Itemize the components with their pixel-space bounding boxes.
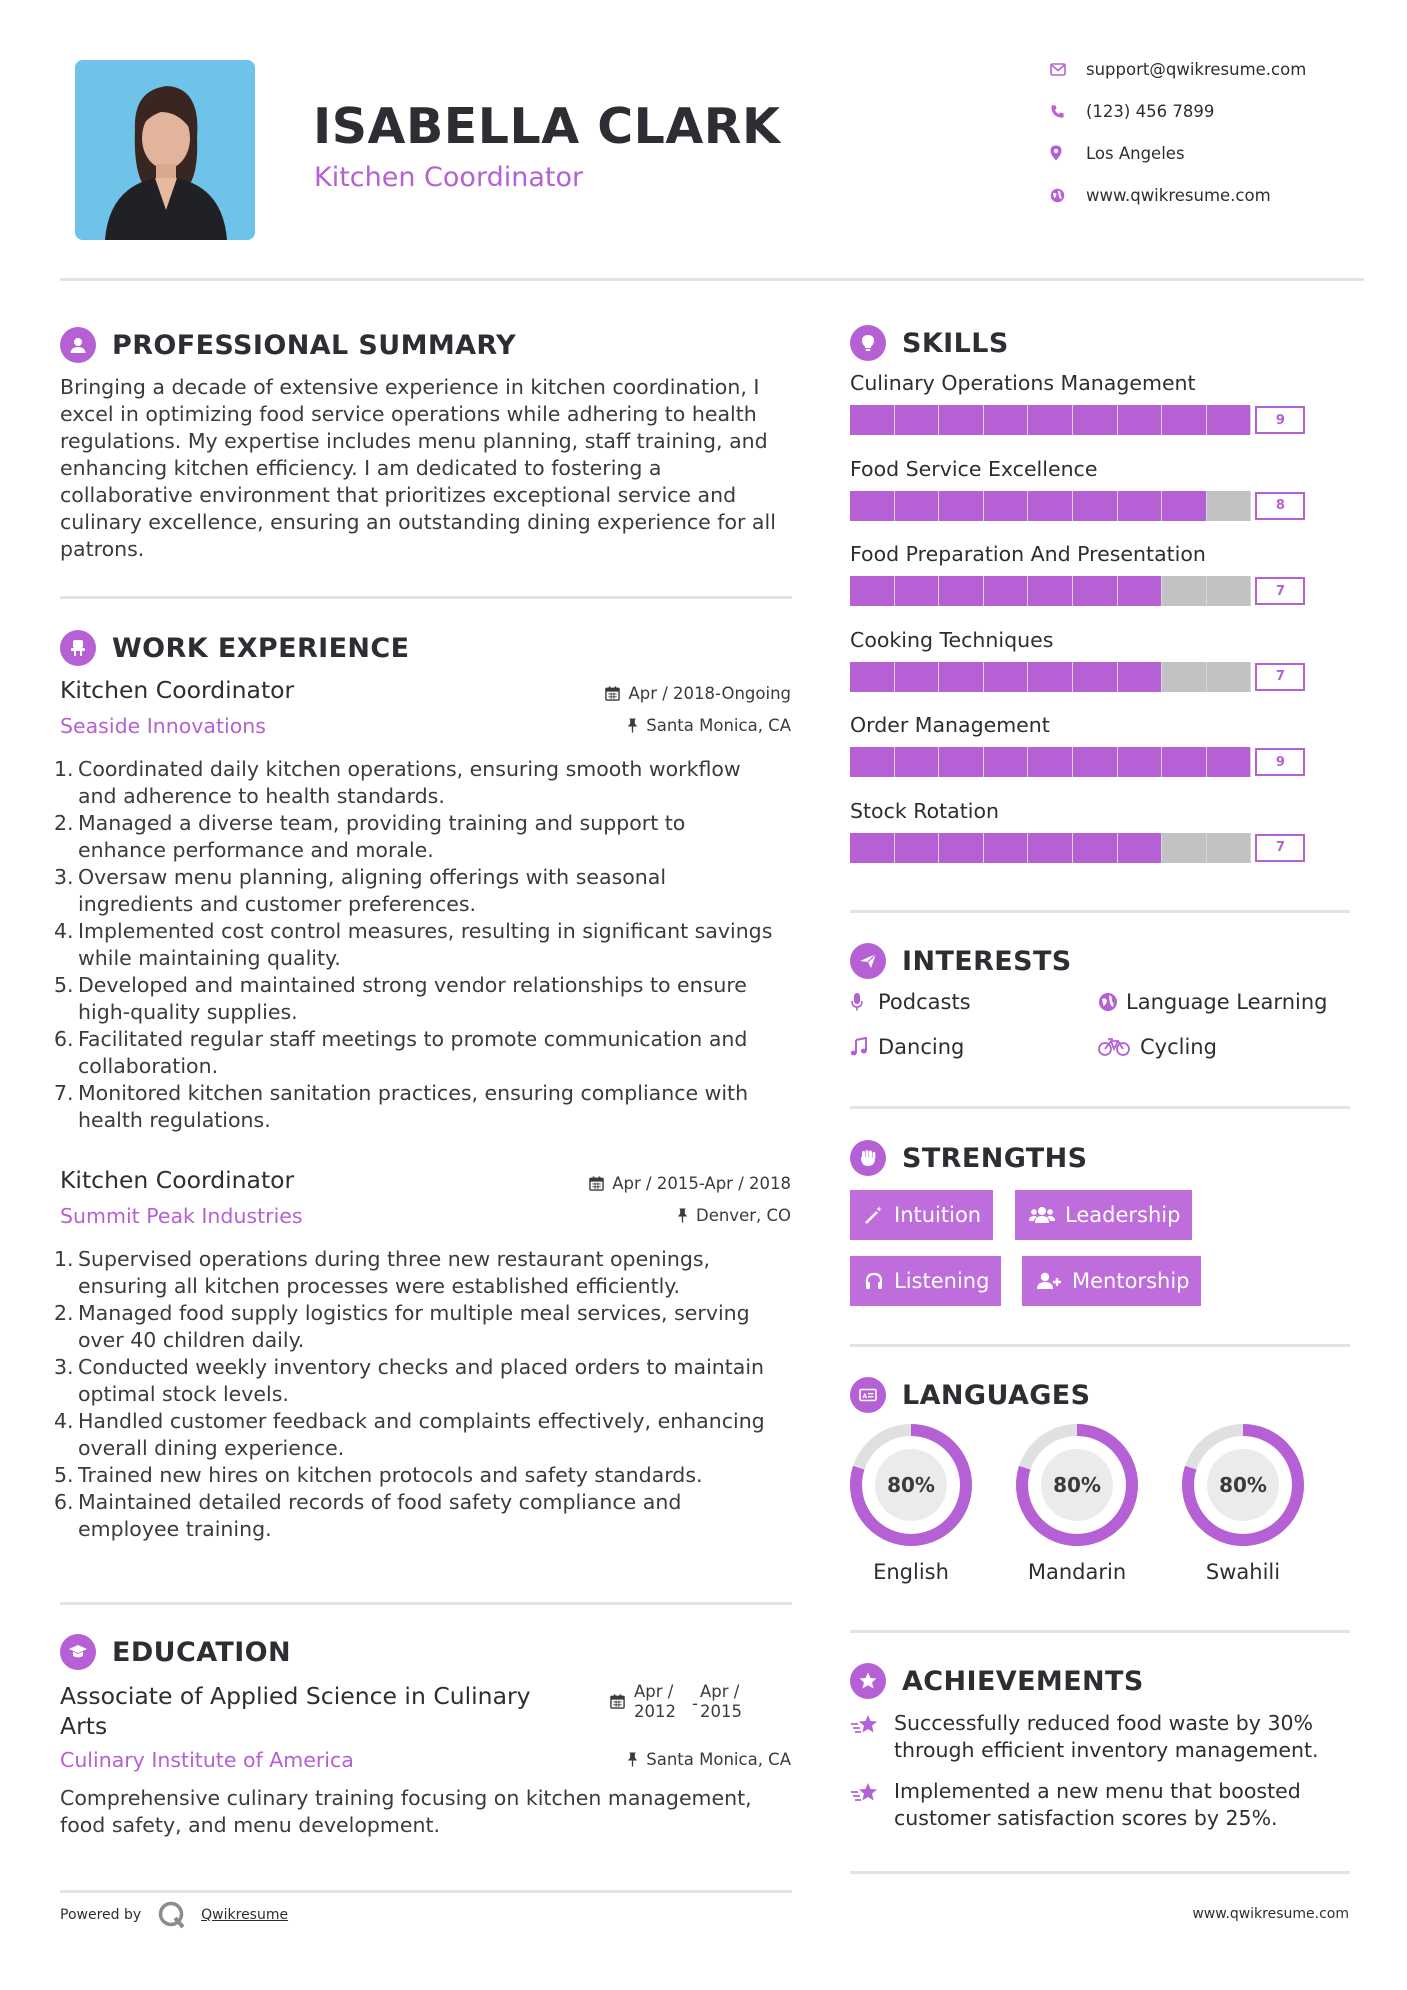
- skill-level-badge: 7: [1255, 663, 1305, 691]
- education-location-text: Santa Monica, CA: [646, 1750, 791, 1769]
- skill-segment: [984, 662, 1029, 692]
- footer-url[interactable]: www.qwikresume.com: [1192, 1906, 1349, 1922]
- skill-segment: [1118, 405, 1163, 435]
- skill-segment: [939, 833, 984, 863]
- skill-segment: [1162, 662, 1207, 692]
- headphones-icon: [864, 1271, 884, 1291]
- skill-bar: [850, 662, 1346, 692]
- skill-level-badge: 8: [1255, 492, 1305, 520]
- list-item: 3. Oversaw menu planning, aligning offerings with seasonal ingredients and customer preferences.: [54, 865, 667, 916]
- skill-level-badge: 7: [1255, 834, 1305, 862]
- list-item: 2. Managed a diverse team, providing training and support to enhance performance and morale.: [54, 811, 686, 862]
- skill-segment: [1028, 662, 1073, 692]
- skill-segment: [939, 491, 984, 521]
- job-dates: [605, 684, 791, 703]
- id-card-icon: [850, 1377, 886, 1413]
- contact-location: [1050, 140, 1185, 166]
- achievements-heading: [850, 1663, 1144, 1699]
- skill-segment: [1073, 405, 1118, 435]
- globe-icon: [1098, 992, 1126, 1012]
- list-item: 1. Supervised operations during three new restaurant openings, ensuring all kitchen processes were established efficiently.: [54, 1247, 711, 1298]
- star-badge-icon: [850, 1663, 886, 1699]
- pushpin-icon: [627, 1752, 638, 1767]
- skill-segment: [1162, 491, 1207, 521]
- job-location-text: Denver, CO: [695, 1206, 791, 1225]
- job-dates-text: Apr / 2015-Apr / 2018: [612, 1174, 791, 1193]
- skill-segment: [895, 833, 940, 863]
- skill-bar: [850, 833, 1346, 863]
- skill-segment: [1073, 747, 1118, 777]
- shooting-star-icon: [850, 1778, 894, 1832]
- strength-chip-listening: Listening: [850, 1256, 1001, 1306]
- skill-segment: [1207, 833, 1252, 863]
- skill-segment: [939, 405, 984, 435]
- location-text: Los Angeles: [1086, 143, 1185, 163]
- skill-label: Food Service Excellence: [850, 456, 1098, 481]
- pushpin-icon: [677, 1208, 688, 1223]
- shooting-star-icon: [850, 1710, 894, 1764]
- skill-segment: [1118, 747, 1163, 777]
- summary-title: PROFESSIONAL SUMMARY: [112, 329, 517, 361]
- skill-segment: [850, 405, 895, 435]
- interests-title: INTERESTS: [902, 945, 1072, 977]
- powered-by-label: Powered by: [60, 1907, 142, 1923]
- skill-segment: [1118, 576, 1163, 606]
- summary-line: Bringing a decade of extensive experience in kitchen coordination, I: [60, 375, 760, 399]
- work-title: WORK EXPERIENCE: [112, 632, 410, 664]
- website-text: www.qwikresume.com: [1086, 185, 1271, 205]
- job-location: [677, 1206, 791, 1225]
- skills-heading: [850, 325, 1009, 361]
- paper-plane-icon: [850, 943, 886, 979]
- user-icon: [60, 327, 96, 363]
- skill-segment: [1073, 662, 1118, 692]
- job-dates-text: Apr / 2018-Ongoing: [628, 684, 791, 703]
- skill-label: Order Management: [850, 713, 1050, 737]
- skill-segment: [850, 576, 895, 606]
- language-name: Swahili: [1205, 1560, 1281, 1584]
- phone-icon: [1050, 104, 1086, 119]
- skill-level-badge: 7: [1255, 577, 1305, 605]
- skill-segment: [1118, 833, 1163, 863]
- skill-bar: [850, 747, 1346, 777]
- graduation-icon: [60, 1634, 96, 1670]
- users-icon: [1029, 1205, 1055, 1225]
- bicycle-icon: [1098, 1037, 1140, 1057]
- globe-icon: [1050, 188, 1086, 203]
- strengths-divider: [850, 1344, 1350, 1347]
- languages-divider: [850, 1630, 1350, 1633]
- skill-label: Cooking Techniques: [850, 627, 1054, 652]
- education-heading: [60, 1634, 291, 1670]
- skill-label: Food Preparation And Presentation: [850, 542, 1206, 566]
- skill-segment: [895, 576, 940, 606]
- contact-phone[interactable]: [1050, 98, 1214, 124]
- language-ring-mandarin: [1014, 1422, 1140, 1548]
- interests-divider: [850, 1106, 1350, 1109]
- strengths-title: STRENGTHS: [902, 1142, 1088, 1174]
- job-title: Kitchen Coordinator: [60, 1166, 295, 1194]
- calendar-icon: [605, 686, 620, 701]
- strength-chip-leadership: Leadership: [1015, 1190, 1192, 1240]
- skill-segment: [1207, 405, 1252, 435]
- job-dates: [589, 1174, 791, 1193]
- summary-text: [60, 374, 800, 563]
- skill-bar: [850, 405, 1346, 435]
- pushpin-icon: [627, 718, 638, 733]
- skill-segment: [895, 662, 940, 692]
- skill-bar: [850, 576, 1346, 606]
- work-divider: [60, 1602, 792, 1605]
- degree-title: Associate of Applied Science in Culinary Arts: [60, 1682, 531, 1740]
- interests-heading: [850, 943, 1072, 979]
- interest-language-learning: Language Learning: [1098, 990, 1327, 1014]
- magic-wand-icon: [864, 1205, 884, 1225]
- education-description: Comprehensive culinary training focusing on kitchen management, food safety, and menu development.: [60, 1786, 752, 1837]
- language-name: English: [873, 1560, 949, 1584]
- skill-segment: [984, 747, 1029, 777]
- skill-segment: [850, 662, 895, 692]
- education-divider: [60, 1890, 792, 1893]
- skill-segment: [850, 491, 895, 521]
- summary-line: excel in optimizing food service operations while adhering to health: [60, 402, 757, 426]
- summary-line: regulations. My expertise includes menu planning, staff training, and: [60, 429, 768, 453]
- list-item: 5. Trained new hires on kitchen protocols and safety standards.: [54, 1463, 703, 1487]
- skill-segment: [895, 747, 940, 777]
- lightbulb-icon: [850, 325, 886, 361]
- job-company: Summit Peak Industries: [60, 1204, 303, 1228]
- header-divider: [60, 278, 1364, 281]
- skill-segment: [1028, 747, 1073, 777]
- list-item: 4. Implemented cost control measures, resulting in significant savings while maintaining quality.: [54, 919, 773, 970]
- job-location-text: Santa Monica, CA: [646, 716, 791, 735]
- skill-segment: [1028, 576, 1073, 606]
- skill-segment: [895, 491, 940, 521]
- strength-chip-intuition: Intuition: [850, 1190, 993, 1240]
- skill-item: [850, 542, 1346, 606]
- skill-level-badge: 9: [1255, 406, 1305, 434]
- achievement-item: Implemented a new menu that boosted customer satisfaction scores by 25%.: [850, 1778, 1350, 1832]
- achievement-item: Successfully reduced food waste by 30% through efficient inventory management.: [850, 1710, 1350, 1764]
- skill-segment: [1073, 491, 1118, 521]
- email-text: support@qwikresume.com: [1086, 59, 1307, 79]
- music-note-icon: [850, 1037, 878, 1057]
- skill-segment: [939, 662, 984, 692]
- skill-segment: [1162, 747, 1207, 777]
- job-duties: [54, 1246, 800, 1543]
- contact-email[interactable]: [1050, 56, 1306, 82]
- skill-segment: [984, 405, 1029, 435]
- skill-segment: [1207, 747, 1252, 777]
- map-pin-icon: [1050, 145, 1086, 161]
- education-location: [627, 1750, 791, 1769]
- interest-podcasts: Podcasts: [850, 990, 971, 1014]
- candidate-role: Kitchen Coordinator: [314, 162, 584, 193]
- powered-by: [60, 1900, 288, 1930]
- achievements-title: ACHIEVEMENTS: [902, 1665, 1144, 1697]
- skill-segment: [1073, 833, 1118, 863]
- education-title: EDUCATION: [112, 1636, 292, 1668]
- skills-title: SKILLS: [902, 327, 1009, 359]
- list-item: 2. Managed food supply logistics for multiple meal services, serving over 40 children daily.: [54, 1301, 750, 1352]
- skill-segment: [1162, 576, 1207, 606]
- skill-segment: [984, 491, 1029, 521]
- skill-segment: [1207, 662, 1252, 692]
- list-item: 6. Facilitated regular staff meetings to promote communication and collaboration.: [54, 1027, 748, 1078]
- profile-photo: [75, 60, 255, 240]
- skill-segment: [1207, 576, 1252, 606]
- chair-icon: [60, 630, 96, 666]
- list-item: 5. Developed and maintained strong vendor relationships to ensure high-quality supplies.: [54, 973, 747, 1024]
- phone-text: (123) 456 7899: [1086, 101, 1215, 121]
- skill-segment: [984, 833, 1029, 863]
- language-ring-english: [848, 1422, 974, 1548]
- skill-item: [850, 628, 1346, 692]
- skill-segment: [1118, 491, 1163, 521]
- skill-segment: [1028, 491, 1073, 521]
- language-percent: 80%: [1053, 1473, 1101, 1497]
- achievements-divider: [850, 1871, 1350, 1874]
- skill-segment: [1162, 833, 1207, 863]
- skills-divider: [850, 910, 1350, 913]
- job-duties: [54, 756, 800, 1134]
- skill-segment: [1028, 405, 1073, 435]
- school-name: Culinary Institute of America: [60, 1748, 354, 1772]
- candidate-name: ISABELLA CLARK: [313, 98, 781, 155]
- list-item: 6. Maintained detailed records of food safety compliance and employee training.: [54, 1490, 682, 1541]
- skill-item: [850, 371, 1346, 435]
- svg-text:A: A: [862, 1393, 868, 1400]
- skill-item: [850, 713, 1346, 777]
- skill-label: Stock Rotation: [850, 798, 999, 823]
- skill-segment: [895, 405, 940, 435]
- summary-line: enhancing kitchen efficiency. I am dedicated to fostering a: [60, 456, 662, 480]
- skill-bar: [850, 491, 1346, 521]
- languages-heading: [850, 1377, 1091, 1413]
- skill-segment: [939, 747, 984, 777]
- skill-segment: [984, 576, 1029, 606]
- skill-segment: [1207, 491, 1252, 521]
- language-name: Mandarin: [1027, 1560, 1127, 1584]
- skill-item: [850, 799, 1346, 863]
- list-item: 7. Monitored kitchen sanitation practices, ensuring compliance with health regulations.: [54, 1081, 749, 1132]
- skill-segment: [1028, 833, 1073, 863]
- calendar-icon: [589, 1176, 604, 1191]
- summary-line: collaborative environment that prioritizes exceptional service and: [60, 483, 737, 507]
- skill-segment: [1073, 576, 1118, 606]
- summary-divider: [60, 596, 792, 599]
- skill-segment: [1162, 405, 1207, 435]
- skill-segment: [1118, 662, 1163, 692]
- job-location: [627, 716, 791, 735]
- list-item: 1. Coordinated daily kitchen operations, ensuring smooth workflow and adherence to health standards.: [54, 757, 741, 808]
- language-percent: 80%: [887, 1473, 935, 1497]
- language-percent: 80%: [1219, 1473, 1267, 1497]
- strength-chip-mentorship: Mentorship: [1022, 1256, 1201, 1306]
- skill-item: [850, 457, 1346, 521]
- envelope-icon: [1050, 63, 1086, 76]
- list-item: 4. Handled customer feedback and complaints effectively, enhancing overall dining experience.: [54, 1409, 765, 1460]
- job-company: Seaside Innovations: [60, 714, 266, 738]
- interest-cycling: Cycling: [1098, 1035, 1217, 1059]
- summary-line: patrons.: [60, 537, 145, 561]
- interest-dancing: Dancing: [850, 1035, 964, 1059]
- languages-title: LANGUAGES: [902, 1379, 1091, 1411]
- list-item: 3. Conducted weekly inventory checks and placed orders to maintain optimal stock levels.: [54, 1355, 765, 1406]
- microphone-icon: [850, 992, 878, 1012]
- skill-segment: [850, 833, 895, 863]
- calendar-icon: [610, 1694, 625, 1709]
- qwikresume-logo-icon: [157, 1900, 187, 1930]
- contact-website[interactable]: [1050, 182, 1271, 208]
- fist-icon: [850, 1140, 886, 1176]
- skill-segment: [939, 576, 984, 606]
- summary-heading: [60, 327, 516, 363]
- skill-label: Culinary Operations Management: [850, 371, 1196, 395]
- job-title: Kitchen Coordinator: [60, 676, 295, 704]
- user-plus-icon: [1036, 1271, 1062, 1291]
- skill-segment: [850, 747, 895, 777]
- skill-level-badge: 9: [1255, 748, 1305, 776]
- language-ring-swahili: [1180, 1422, 1306, 1548]
- strengths-heading: [850, 1140, 1087, 1176]
- work-heading: [60, 630, 409, 666]
- brand-link[interactable]: Qwikresume: [201, 1907, 289, 1923]
- summary-line: culinary excellence, ensuring an outstanding dining experience for all: [60, 510, 776, 534]
